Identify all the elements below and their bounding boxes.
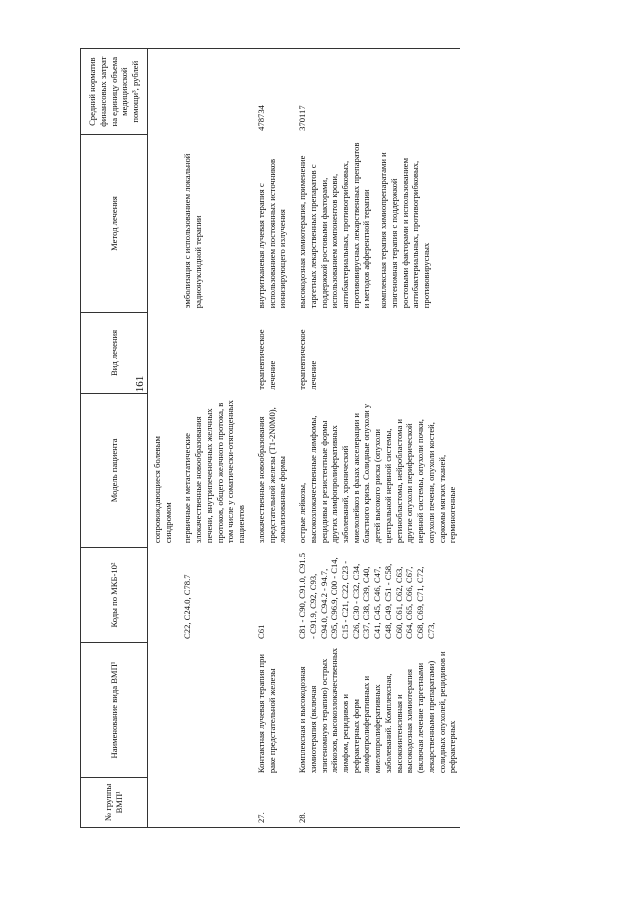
cell-group-number [175, 777, 248, 827]
cell-group-number: 27. [249, 777, 290, 827]
header-patient-model: Модель пациента [81, 394, 148, 547]
header-vmp-name: Наименование вида ВМП¹ [81, 643, 148, 777]
cell-vmp-name [175, 643, 248, 777]
cell-treatment-method: внутритканевая лучевая терапия с использованием постоянных источников ионизирующего излучения [255, 158, 288, 309]
cell-patient-model: злокачественные новообразования предстательной железы (T1-2N0M0), локализованные формы [255, 407, 288, 544]
cell-icd-codes: C22, C24.0, C78.7 [182, 574, 193, 639]
cell-icd-codes: C61 [255, 624, 266, 639]
header-treatment-kind: Вид лечения [81, 312, 148, 393]
table-row [148, 49, 176, 828]
table-row [290, 49, 460, 828]
cell-treatment-kind [148, 312, 176, 393]
treatment-method-paragraph: комплексная терапия химиопрепаратами и эпигеномная терапия с поддержкой ростовыми факторами и использованием антибактериальных, противогрибковых, противовирусных [378, 152, 432, 309]
header-treatment-method: Метод лечения [81, 135, 148, 312]
table-row [249, 49, 290, 828]
header-average-cost: Средний норматив финансовых затрат на единицу объема медицинской помощи³, рублей [81, 49, 148, 135]
page-number: 161 [134, 375, 146, 393]
table-header-row [81, 49, 148, 828]
cell-vmp-name: Контактная лучевая терапия при раке предстательной железы [255, 654, 277, 774]
cell-average-cost [148, 49, 176, 135]
cell-patient-model: острые лейкозы, высокозлокачественные лимфомы, рецидивы и резистентные формы других лимфопролиферативных заболеваний, хронический миелолейкоз в фазах акселерации и бластного криза. Солидные опухоли у детей высокого риска (опухоли центральной нервной системы, ретинобластома, нейробластома и другие опухоли периферической нервной системы, опухоли почки, опухоли печени, опухоли костей, саркомы мягких тканей, герминогенные [297, 403, 458, 544]
header-icd-codes: Коды по МКБ-10² [81, 547, 148, 643]
cell-treatment-method [148, 135, 176, 312]
cell-group-number: 28. [290, 777, 460, 827]
cell-patient-model: первичные и метастатические злокачественные новообразования печени, внутрипеченочных желчных протоков, общего желчного протока, в том числе у соматически-отягощенных пациентов [182, 400, 247, 544]
table-row [175, 49, 248, 828]
vmp-table [80, 48, 460, 828]
cell-icd-codes [148, 547, 176, 643]
cell-average-cost: 478734 [249, 49, 290, 135]
cell-icd-codes: C81 - C90, C91.0, C91.5 - C91.9, C92, C93, C94.0, C94.2 - 94.7, C95, C96.9, C00 - C14, C15 - C21, C22, C23 - C26, C30 - C32, C34, C37, C38, C39, C40, C41, C45, C46, C47, C48, C49, C51 - C58, C60, C61, C62, C63, C64, C65, C66, C67, C68, C69, C71, C72, C73, [297, 553, 436, 639]
cell-treatment-kind: терапевтическое лечение [255, 329, 277, 390]
cell-group-number [148, 777, 176, 827]
cell-treatment-kind [175, 312, 248, 393]
cell-treatment-method [290, 135, 460, 312]
cell-average-cost: 370117 [290, 49, 460, 135]
cell-treatment-kind: терапевтическое лечение [297, 329, 318, 390]
rotated-content [80, 28, 640, 848]
cell-vmp-name: Комплексная и высокодозная химиотерапия (включая эпигеномную терапию) острых лейкозов, высокозлокачественных лимфом, рецидивов и рефрактерных форм лимфопролиферативных и миелопролиферативных заболеваний. Комплексная, высокоинтенсивная и высокодозная химиотерапия (включая лечение таргетными лекарственными препаратами) солидных опухолей, рецидивов и рефрактерных [297, 647, 458, 774]
cell-treatment-method: эмболизация с использованием локальной радионуклидной терапии [182, 153, 204, 309]
cell-vmp-name [148, 643, 176, 777]
cell-patient-model: сопровождающиеся болевым синдромом [152, 436, 173, 544]
treatment-method-paragraph: высокодозная химиотерапия, применение таргетных лекарственных препаратов с поддержкой ростовыми факторами, использованием компонентов крови, антибактериальных, противогрибковых, противовирусных лекарственных препаратов и методов афферентной терапии [297, 142, 372, 309]
header-group-number: № группы ВМП¹ [81, 777, 148, 827]
cell-average-cost [175, 49, 248, 135]
